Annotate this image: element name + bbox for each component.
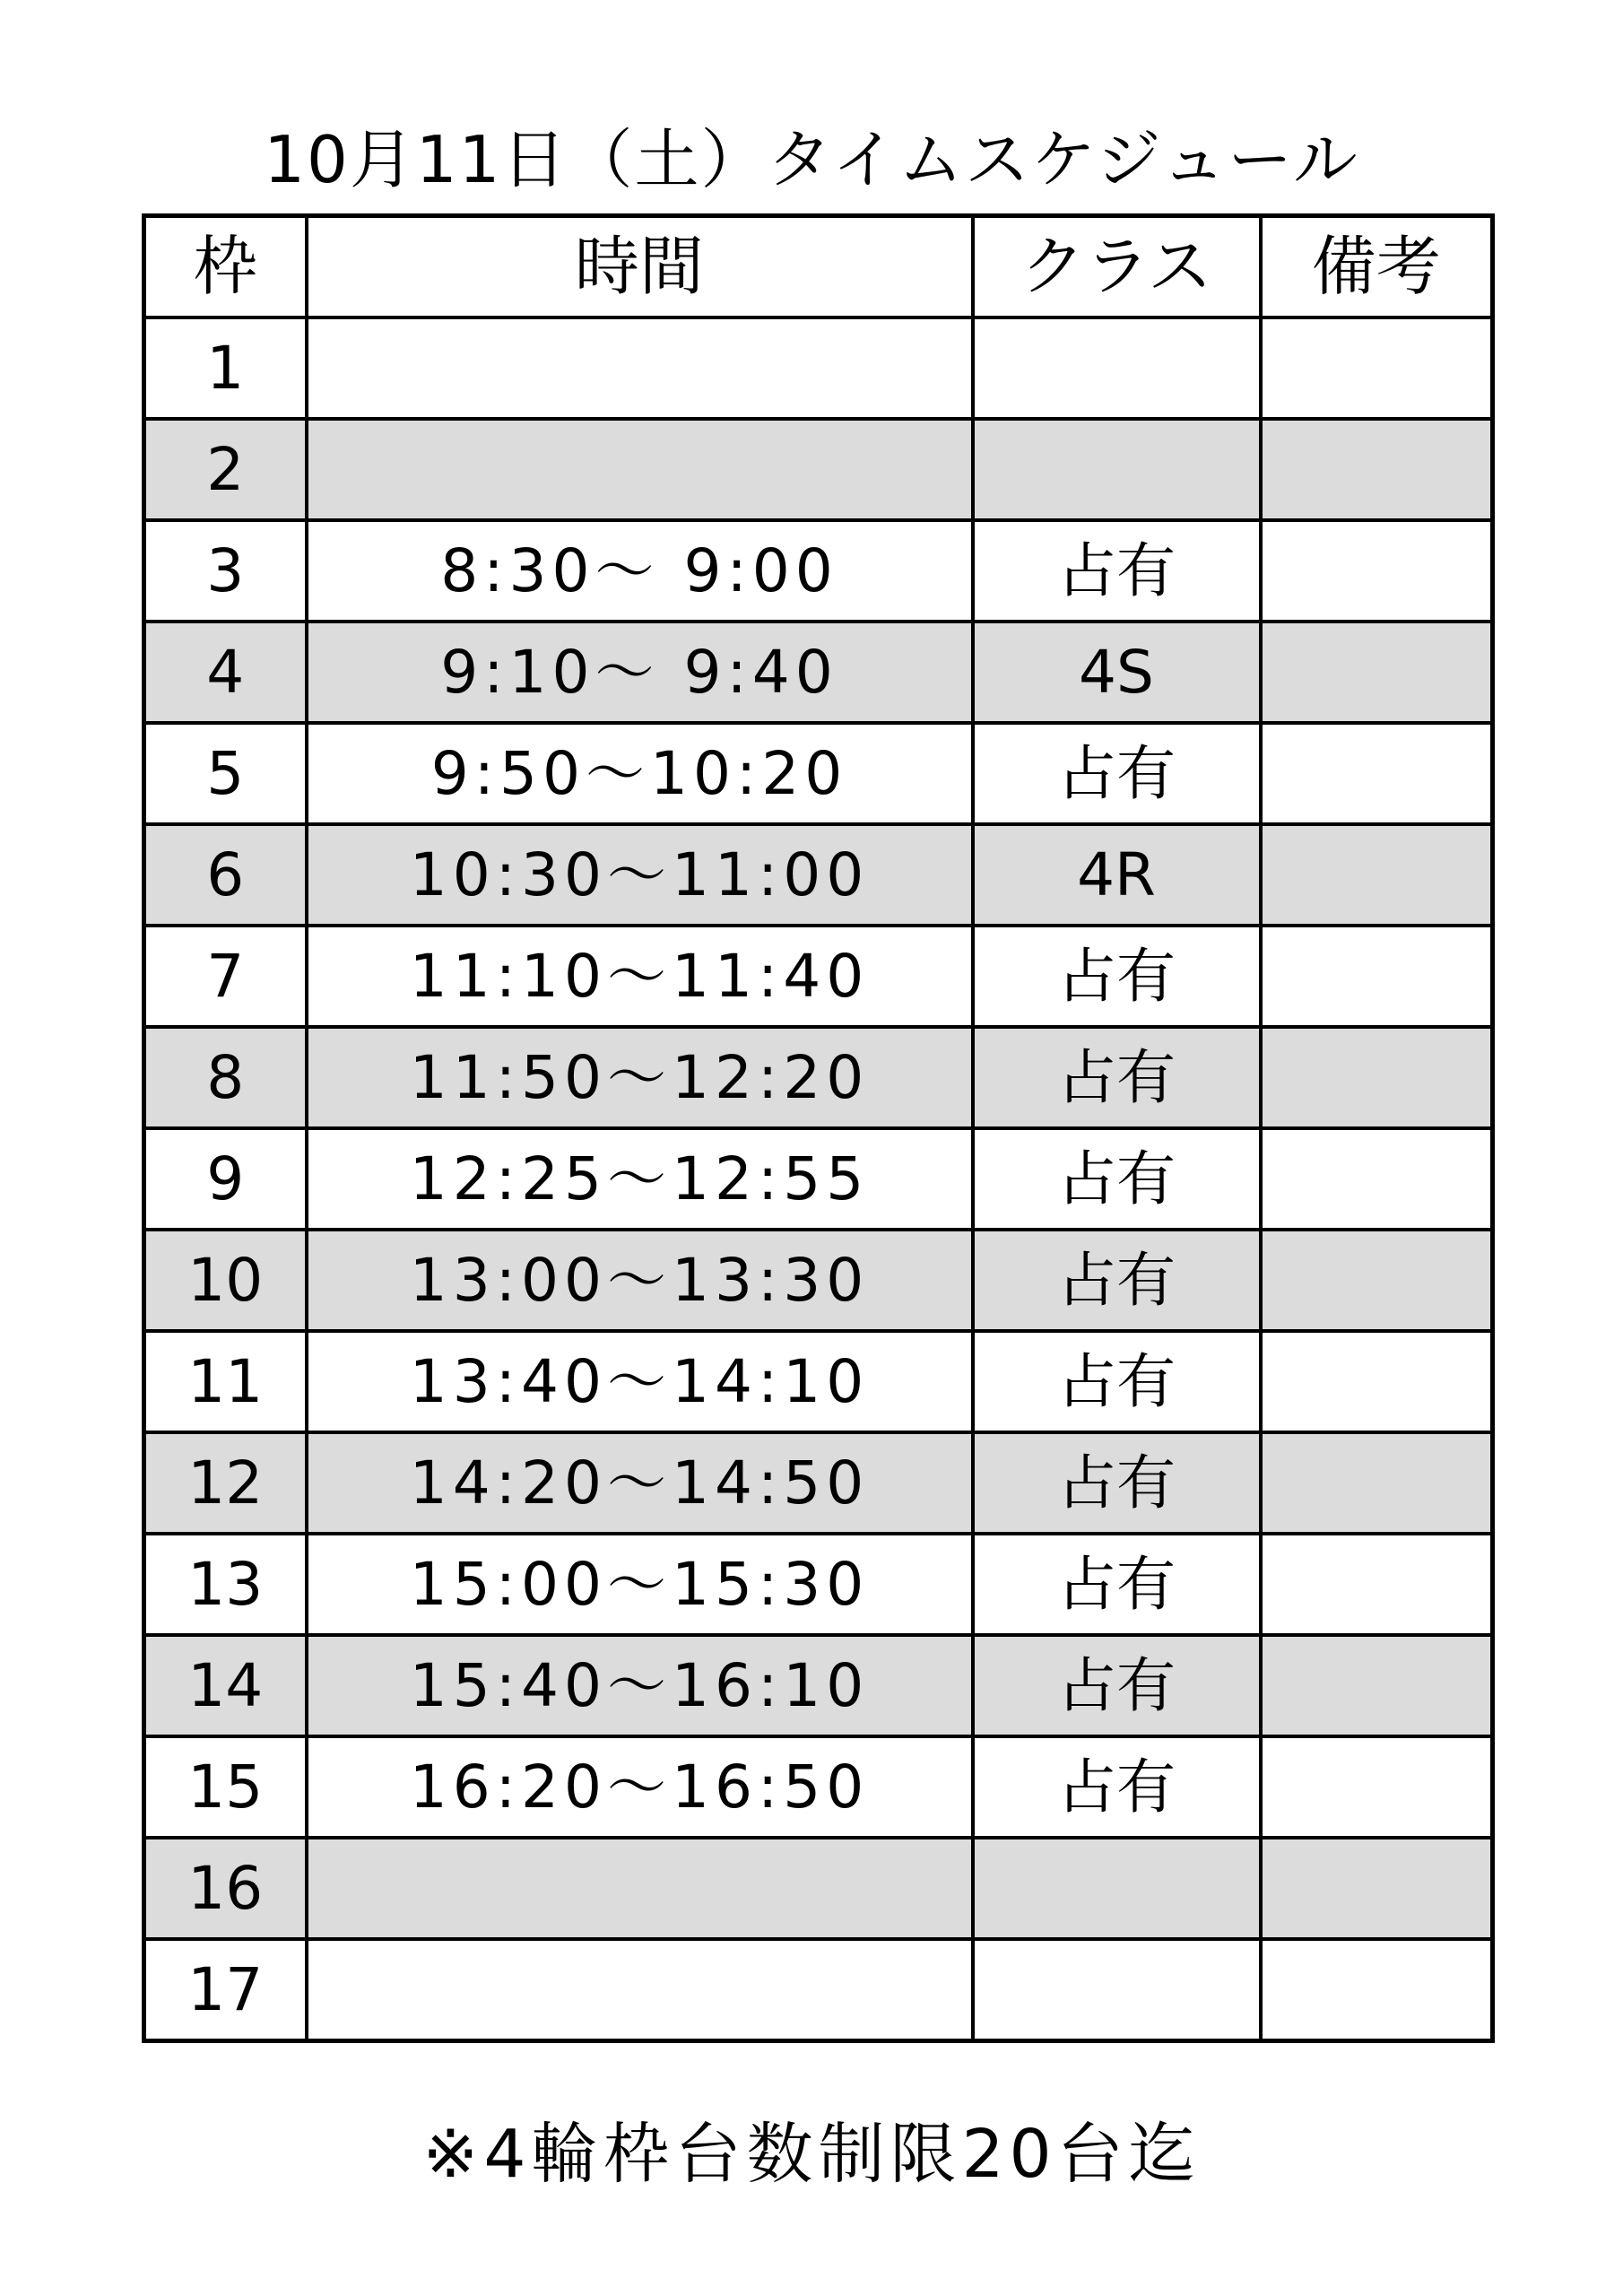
time-cell: 8:30～ 9:00 (307, 520, 973, 622)
table-row (144, 419, 1493, 520)
schedule-body (144, 317, 1493, 2041)
slot-cell: 3 (144, 520, 307, 622)
time-cell: 13:00～13:30 (307, 1230, 973, 1331)
class-cell: 占有 (973, 1230, 1261, 1331)
time-cell: 9:10～ 9:40 (307, 622, 973, 723)
note-cell (1261, 1939, 1493, 2041)
time-cell (307, 419, 973, 520)
class-cell (973, 1838, 1261, 1939)
class-cell: 占有 (973, 1635, 1261, 1736)
table-row (144, 926, 1493, 1027)
class-cell: 占有 (973, 1027, 1261, 1128)
slot-cell: 12 (144, 1432, 307, 1534)
class-cell: 占有 (973, 1534, 1261, 1635)
time-cell: 11:50～12:20 (307, 1027, 973, 1128)
slot-cell: 11 (144, 1331, 307, 1432)
slot-cell: 7 (144, 926, 307, 1027)
slot-cell: 2 (144, 419, 307, 520)
class-cell: 4S (973, 622, 1261, 723)
table-row (144, 520, 1493, 622)
note-cell (1261, 1635, 1493, 1736)
class-cell (973, 419, 1261, 520)
table-row (144, 1736, 1493, 1838)
note-cell (1261, 419, 1493, 520)
header-row (144, 216, 1493, 318)
note-cell (1261, 926, 1493, 1027)
slot-cell: 1 (144, 317, 307, 419)
table-row (144, 1838, 1493, 1939)
slot-cell: 10 (144, 1230, 307, 1331)
time-cell (307, 317, 973, 419)
slot-cell: 9 (144, 1128, 307, 1230)
note-cell (1261, 622, 1493, 723)
class-cell: 占有 (973, 1432, 1261, 1534)
time-cell: 9:50～10:20 (307, 723, 973, 824)
class-cell (973, 1939, 1261, 2041)
class-cell: 4R (973, 824, 1261, 926)
time-cell: 16:20～16:50 (307, 1736, 973, 1838)
class-cell: 占有 (973, 520, 1261, 622)
table-row (144, 1939, 1493, 2041)
slot-cell: 5 (144, 723, 307, 824)
note-cell (1261, 317, 1493, 419)
note-cell (1261, 1027, 1493, 1128)
note-cell (1261, 1230, 1493, 1331)
slot-cell: 15 (144, 1736, 307, 1838)
time-cell: 15:40～16:10 (307, 1635, 973, 1736)
note-cell (1261, 723, 1493, 824)
table-row (144, 1027, 1493, 1128)
header-slot: 枠 (144, 216, 307, 318)
table-row (144, 1128, 1493, 1230)
slot-cell: 17 (144, 1939, 307, 2041)
table-row (144, 1230, 1493, 1331)
table-row (144, 1432, 1493, 1534)
schedule-table (142, 213, 1495, 2043)
slot-cell: 8 (144, 1027, 307, 1128)
class-cell: 占有 (973, 1331, 1261, 1432)
table-row (144, 723, 1493, 824)
time-cell: 12:25～12:55 (307, 1128, 973, 1230)
note-cell (1261, 1736, 1493, 1838)
time-cell: 10:30～11:00 (307, 824, 973, 926)
table-row (144, 1331, 1493, 1432)
class-cell: 占有 (973, 1736, 1261, 1838)
time-cell: 14:20～14:50 (307, 1432, 973, 1534)
class-cell: 占有 (973, 1128, 1261, 1230)
header-note: 備考 (1261, 216, 1493, 318)
class-cell: 占有 (973, 926, 1261, 1027)
slot-cell: 4 (144, 622, 307, 723)
time-cell: 11:10～11:40 (307, 926, 973, 1027)
footnote: ※4輪枠台数制限20台迄 (422, 2116, 1201, 2193)
note-cell (1261, 1432, 1493, 1534)
note-cell (1261, 824, 1493, 926)
note-cell (1261, 1534, 1493, 1635)
time-cell (307, 1838, 973, 1939)
slot-cell: 13 (144, 1534, 307, 1635)
header-time: 時間 (307, 216, 973, 318)
page-title: 10月11日（土）タイムスケジュール (264, 122, 1359, 197)
class-cell (973, 317, 1261, 419)
note-cell (1261, 520, 1493, 622)
table-row (144, 824, 1493, 926)
slot-cell: 6 (144, 824, 307, 926)
class-cell: 占有 (973, 723, 1261, 824)
table-row (144, 622, 1493, 723)
time-cell: 13:40～14:10 (307, 1331, 973, 1432)
slot-cell: 16 (144, 1838, 307, 1939)
table-row (144, 317, 1493, 419)
table-row (144, 1534, 1493, 1635)
time-cell: 15:00～15:30 (307, 1534, 973, 1635)
header-class: クラス (973, 216, 1261, 318)
note-cell (1261, 1331, 1493, 1432)
note-cell (1261, 1128, 1493, 1230)
table-row (144, 1635, 1493, 1736)
time-cell (307, 1939, 973, 2041)
note-cell (1261, 1838, 1493, 1939)
slot-cell: 14 (144, 1635, 307, 1736)
